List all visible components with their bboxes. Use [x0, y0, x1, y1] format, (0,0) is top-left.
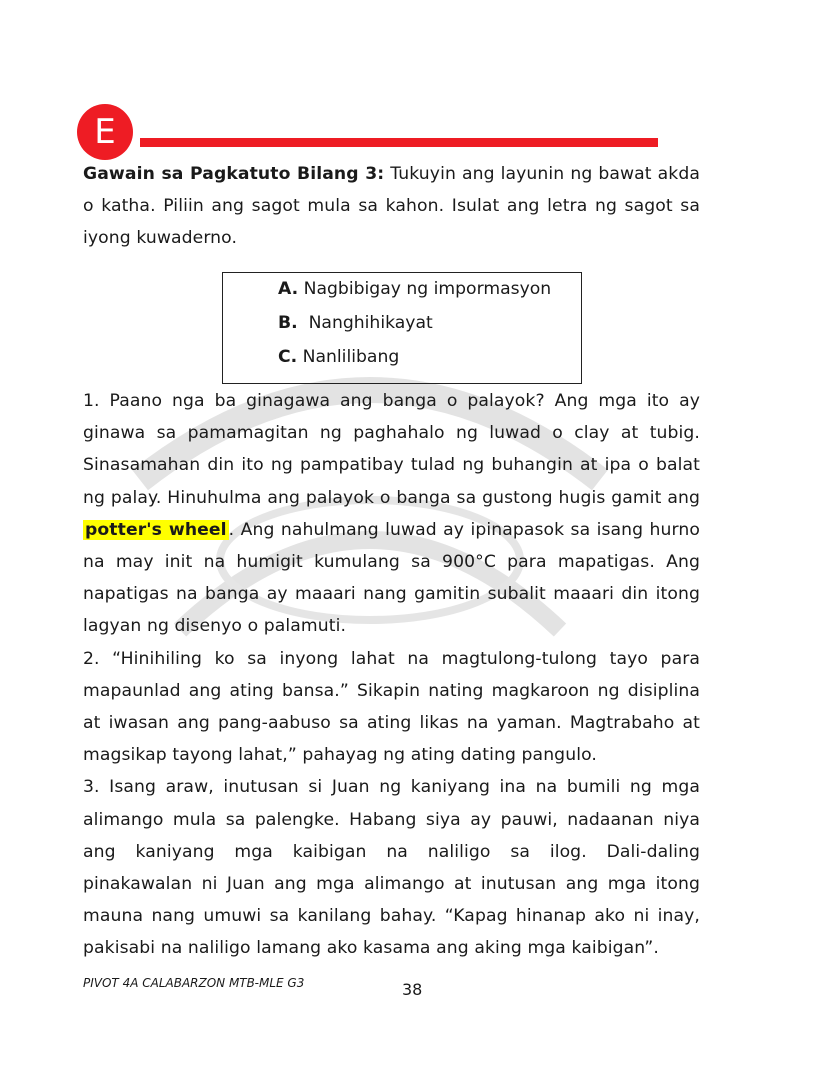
section-divider: [140, 138, 658, 147]
section-badge-letter: E: [94, 112, 116, 152]
highlighted-term: potter's wheel: [85, 519, 227, 540]
choices-box: [222, 272, 582, 384]
exercise-items: [83, 385, 700, 965]
page-number: 38: [402, 980, 423, 999]
choice-text: Nanghihikayat: [297, 313, 433, 333]
activity-title: Gawain sa Pagkatuto Bilang 3:: [83, 164, 385, 184]
item-2: 2. “Hinihiling ko sa inyong lahat na magtulong-tulong tayo para mapaunlad ang ating bansa.” Sikapin nating magkaroon ng disiplina at iwasan ang pang-aabuso sa ating likas na yaman. Magtrabaho at magsikap tayong lahat,” pahayag ng ating dating pangulo.: [83, 648, 700, 766]
activity-instructions: [83, 158, 700, 255]
choice-a: [278, 279, 551, 299]
choice-letter: B.: [278, 313, 298, 333]
choice-text: Nagbibigay ng impormasyon: [298, 279, 552, 299]
footer-series: PIVOT 4A CALABARZON MTB-MLE G3: [83, 976, 305, 990]
section-badge: [77, 104, 133, 160]
choice-letter: C.: [278, 347, 298, 367]
choice-letter: A.: [278, 279, 299, 299]
choice-text: Nanlilibang: [297, 347, 400, 367]
item-1-text: 1. Paano nga ba ginagawa ang banga o palayok? Ang mga ito ay ginawa sa pamamagitan ng paghahalo ng luwad o clay at tubig. Sinasamahan din ito ng pampatibay tulad ng buhangin at ipa o balat ng palay. Hinuhulma ang palayok o banga sa gustong hugis gamit ang: [83, 391, 700, 508]
item-3: 3. Isang araw, inutusan si Juan ng kaniyang ina na bumili ng mga alimango mula sa palengke. Habang siya ay pauwi, nadaanan niya ang kaniyang mga kaibigan na naliligo sa ilog. Dali-daling pinakawalan ni Juan ang mga alimango at inutusan ang mga itong mauna nang umuwi sa kanilang bahay. “Kapag hinanap ako ni inay, pakisabi na naliligo lamang ako kasama ang aking mga kaibigan”.: [83, 777, 700, 959]
item-1-text-end: . Ang nahulmang luwad ay ipinapasok sa isang hurno na may init na humigit kumulang sa 900°C para mapatigas. Ang napatigas na banga ay maaari nang gamitin subalit maaari din itong lagyan ng disenyo o palamuti.: [83, 519, 700, 637]
choice-c: [278, 347, 399, 367]
activity-directions: Tukuyin ang layunin ng bawat akda o katha. Piliin ang sagot mula sa kahon. Isulat ang letra ng sagot sa iyong kuwaderno.: [83, 164, 700, 249]
choice-b: [278, 313, 433, 333]
item-1: [83, 385, 700, 643]
